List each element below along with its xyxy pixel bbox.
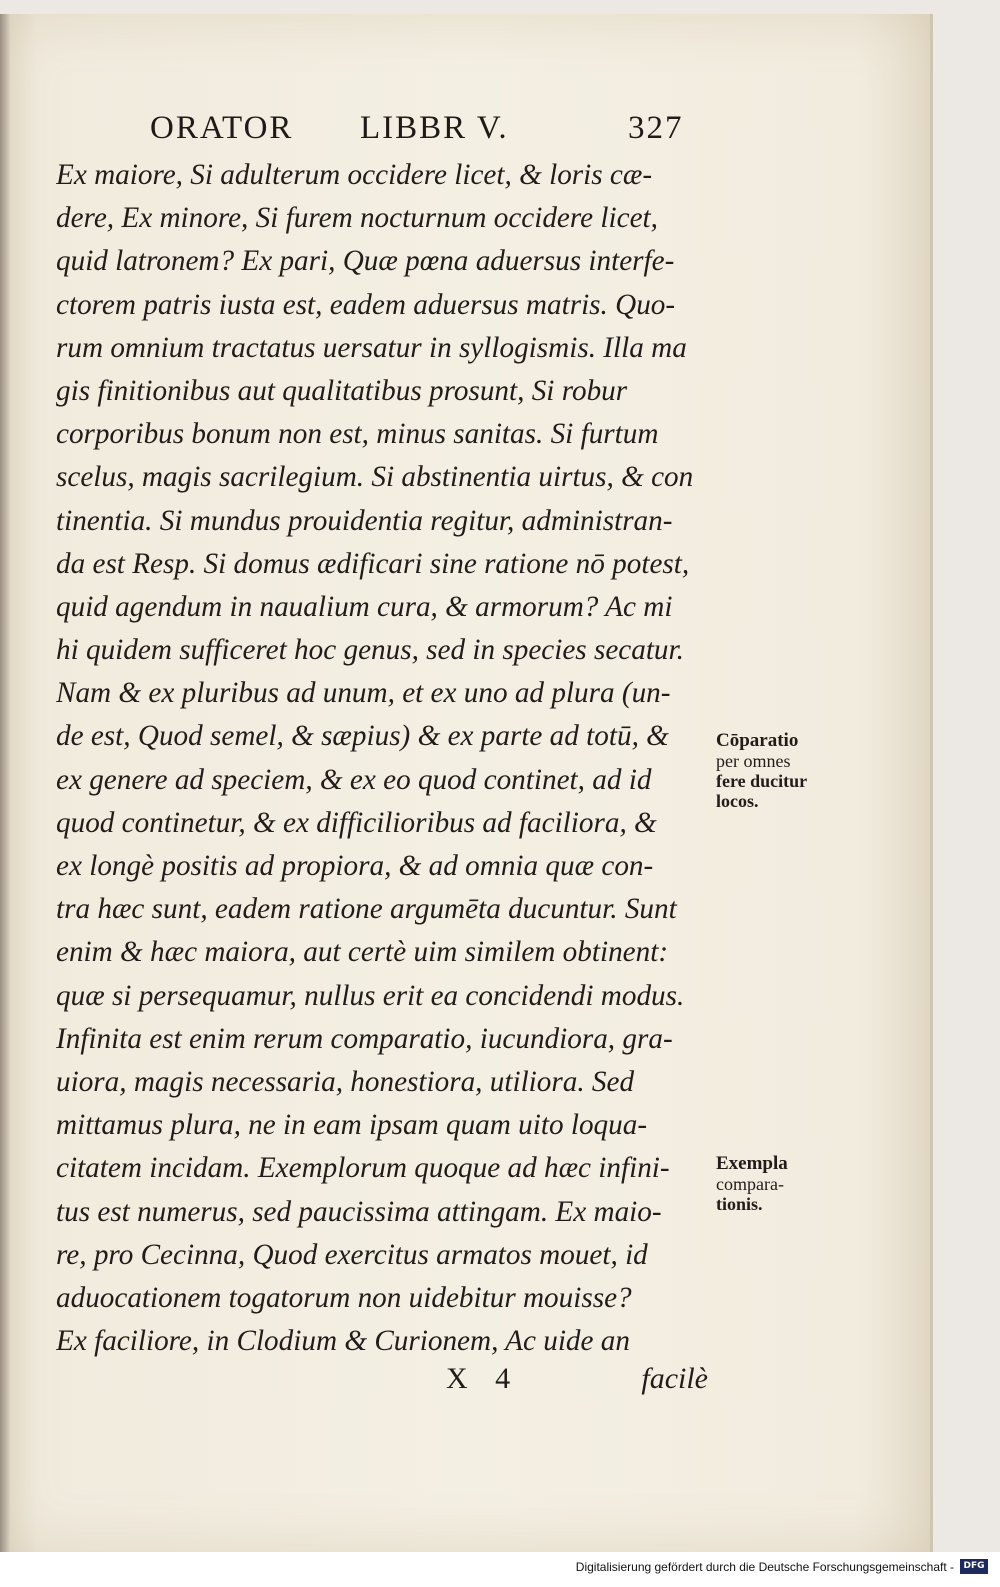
text-line: quid agendum in naualium cura, & armorum? Ac mi bbox=[56, 590, 673, 623]
text-line: corporibus bonum non est, minus sanitas. Si furtum bbox=[56, 418, 659, 451]
text-line: citatem incidam. Exemplorum quoque ad hæc infini- bbox=[56, 1152, 670, 1185]
footer-bar bbox=[0, 1552, 1000, 1587]
signature-mark: X 4 bbox=[446, 1362, 521, 1395]
text-line: tus est numerus, sed paucissima attingam. Ex maio- bbox=[56, 1195, 662, 1228]
marginal-note-line: Exempla bbox=[716, 1153, 788, 1174]
text-line: da est Resp. Si domus ædificari sine ratione nō potest, bbox=[56, 547, 690, 580]
text-line: de est, Quod semel, & sæpius) & ex parte ad totū, & bbox=[56, 720, 669, 753]
text-line: re, pro Cecinna, Quod exercitus armatos mouet, id bbox=[56, 1238, 648, 1271]
marginal-note-line: tionis. bbox=[716, 1194, 763, 1214]
funding-credit: Digitalisierung gefördert durch die Deutsche Forschungsgemeinschaft - bbox=[575, 1560, 954, 1574]
text-line: quid latronem? Ex pari, Quæ pœna aduersus interfe- bbox=[56, 245, 675, 278]
text-line: gis finitionibus aut qualitatibus prosunt, Si robur bbox=[56, 374, 628, 407]
text-line: quod continetur, & ex difficilioribus ad faciliora, & bbox=[56, 806, 657, 839]
text-line: aduocationem togatorum non uidebitur mouisse? bbox=[56, 1281, 632, 1314]
text-line: scelus, magis sacrilegium. Si abstinentia uirtus, & con bbox=[56, 461, 694, 494]
marginal-note-comparatio bbox=[716, 731, 846, 811]
text-line: uiora, magis necessaria, honestiora, utiliora. Sed bbox=[56, 1065, 635, 1098]
text-line: tra hæc sunt, eadem ratione argumēta ducuntur. Sunt bbox=[56, 893, 677, 926]
marginal-note-line: Cōparatio bbox=[716, 730, 799, 751]
catchline bbox=[56, 1362, 712, 1406]
text-line: mittamus plura, ne in eam ipsam quam uito loqua- bbox=[56, 1109, 648, 1142]
text-line: quæ si persequamur, nullus erit ea concidendi modus. bbox=[56, 979, 685, 1012]
text-line: ex genere ad speciem, & ex eo quod continet, ad id bbox=[56, 763, 652, 796]
running-head-title: ORATOR bbox=[150, 110, 294, 146]
marginal-note-line: locos. bbox=[716, 791, 759, 811]
catchword: facilè bbox=[641, 1362, 708, 1395]
marginal-note-exempla bbox=[716, 1154, 846, 1214]
text-line: hi quidem sufficeret hoc genus, sed in species secatur. bbox=[56, 634, 684, 667]
text-line: enim & hæc maiora, aut certè uim similem obtinent: bbox=[56, 936, 669, 969]
text-line: tinentia. Si mundus prouidentia regitur, administran- bbox=[56, 504, 673, 537]
running-head-book: LIBBR V. bbox=[360, 110, 509, 146]
body-text bbox=[56, 154, 712, 1363]
text-line: rum omnium tractatus uersatur in syllogismis. Illa ma bbox=[56, 331, 687, 364]
dfg-logo-icon: DFG bbox=[960, 1559, 988, 1574]
book-page bbox=[0, 14, 933, 1552]
marginal-note-line: fere ducitur bbox=[716, 771, 808, 791]
running-head bbox=[150, 110, 690, 150]
text-line: dere, Ex minore, Si furem nocturnum occidere licet, bbox=[56, 202, 658, 235]
marginal-note-line: compara- bbox=[716, 1174, 784, 1194]
page-number: 327 bbox=[628, 110, 684, 146]
text-line: Nam & ex pluribus ad unum, et ex uno ad plura (un- bbox=[56, 677, 671, 710]
text-line: ctorem patris iusta est, eadem aduersus matris. Quo- bbox=[56, 288, 676, 321]
marginal-note-line: per omnes bbox=[716, 751, 791, 771]
text-line: Ex faciliore, in Clodium & Curionem, Ac uide an bbox=[56, 1325, 630, 1358]
text-line: Infinita est enim rerum comparatio, iucundiora, gra- bbox=[56, 1022, 673, 1055]
text-line: Ex maiore, Si adulterum occidere licet, & loris cæ- bbox=[56, 159, 653, 191]
text-line: ex longè positis ad propiora, & ad omnia quæ con- bbox=[56, 850, 654, 882]
